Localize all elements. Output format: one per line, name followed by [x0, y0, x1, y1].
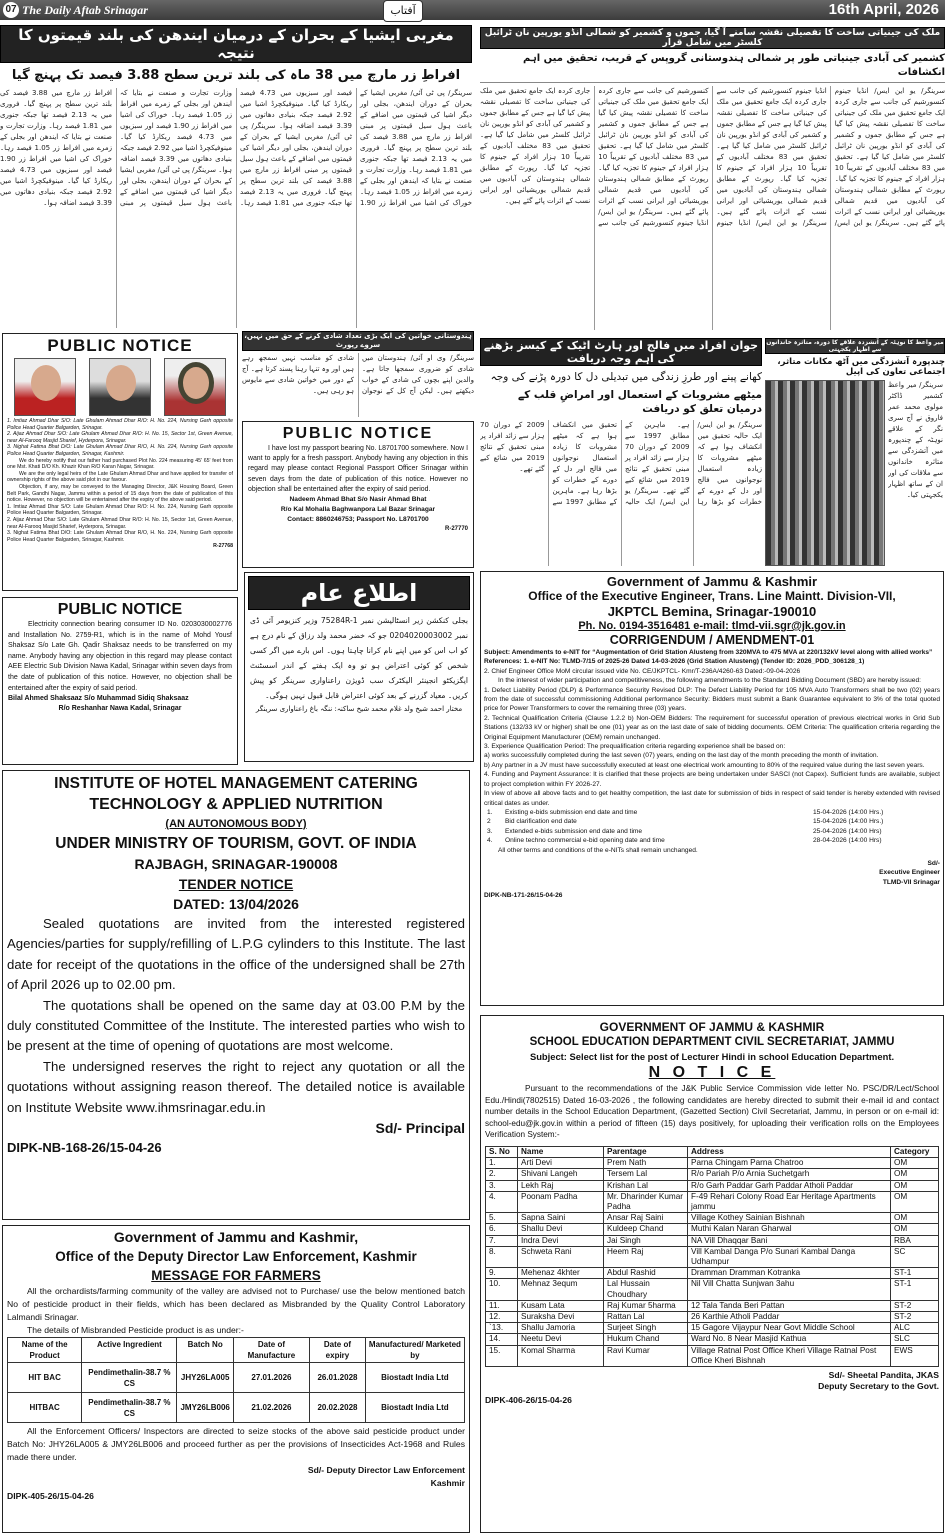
pesticide-table — [7, 1337, 465, 1423]
table-row — [486, 1180, 939, 1191]
article-genetics — [480, 27, 945, 330]
article-women-survey — [242, 331, 474, 417]
date-row — [484, 808, 940, 817]
table-cell: Indra Devi — [518, 1235, 604, 1246]
table-cell: Shivani Langeh — [518, 1169, 604, 1180]
page-number: 07 — [3, 2, 19, 18]
paragraph: The quotations shall be opened on the same day at 03.00 P.M by the duly constituted Committee of the Institute. The interested parties who wish to be present at the time of opening of quotations are most welcome. — [7, 997, 465, 1054]
amendment-list — [484, 686, 940, 808]
table-cell: Village Kothey Sainian Bishnah — [688, 1213, 891, 1224]
person-photo — [89, 358, 151, 416]
date-cell: 1. — [487, 808, 493, 816]
notice-title: MESSAGE FOR FARMERS — [151, 1268, 321, 1283]
column-header: Batch No — [177, 1338, 233, 1363]
notice-body: Electricity connection bearing consumer ID No. 0203030002776 and Installation No. 2759-R1, which is in the name of Mohd Yousf Shaksaz S/o Late Gh. Qadir Shaksaz needs to be transferred on my name. Anybody having any objection in this regard may please contact AEE Electric Sub Division Nawa Kadal, Srinagar within seven days from the date of publication of this notice. However, no objection shall be entertained after the expiry of said period. — [8, 621, 232, 692]
notice-body: Pursuant to the recommendations of the J&K Public Service Commission vide letter No. PSC/DR/Lect/School Edu./Hindi(7802515) Dated 16-03-2026 , the following candidates are hereby directed to submit their e-mail id and contact number details in the School Education Department, (Gazetted Section) Civil Secretariat, Jammu, in person or on e-mail id: school-edu@jk.gov.in within a period of fifteen (15) days positively, for uploading their verification rolls on the Employees Verification System:- — [485, 1084, 939, 1140]
person-line: 3. Nighat Fatima Bhat D/O: Late Ghulam Ahmad Dhar R/O, H. No. 224, Nursing Garh opposite Police Head Quarter Balgarden, Srinagar, Kashmir. — [7, 444, 233, 457]
paragraph: We do hereby notify that our father had purchased Plot No. 224 measuring 45' 65' feet from one Mst. Khati D/O Kh. Khazir Khan R/O Karan Nagar, Srinagar. — [7, 457, 233, 471]
date-row — [484, 836, 940, 845]
date-cell: 2 — [487, 818, 491, 826]
subject: Subject: Amendments to e-NIT for “Augmentation of Grid Station Alusteng from 320MVA to 475 MVA at 220/132kV level along with allied works” — [484, 649, 933, 656]
table-cell: Dramman Dramman Kotranka — [688, 1268, 891, 1279]
ad-ref: DIPK-NB-168-26/15-04-26 — [7, 1140, 162, 1156]
amendment-item: a) works successfully completed during the last seven (07) years, ending on the last day of the month preceding the month of invitation. — [484, 752, 879, 760]
date-cell: Bid clarification end date — [505, 818, 577, 826]
table-cell: Arti Devi — [518, 1158, 604, 1169]
table-cell: OM — [891, 1191, 939, 1212]
signatory-address: R/o Reshanhar Nawa Kadal, Srinagar — [58, 705, 182, 713]
table-cell: Prem Nath — [604, 1158, 688, 1169]
signatory-contact: Contact: 8860246753; Passport No. L8701700 — [287, 516, 429, 524]
table-cell: HIT BAC — [8, 1363, 82, 1393]
table-cell: Poonam Padha — [518, 1191, 604, 1212]
ad-ref: DIPK-406-26/15-04-26 — [485, 1395, 572, 1406]
table-row — [8, 1363, 465, 1393]
table-row — [486, 1158, 939, 1169]
subheadline: کشمیر کی آبادی جینیاتی طور پر شمالی ہندوستانی گروپس کے قریب، تحقیق میں اہم انکشافات — [480, 52, 945, 83]
amendment-item: 1. Defect Liability Period (DLP) & Performance Security Revised DLP: The Defect Liability Period for 105 MVA Auto Transformers shall be two (02) years from the date of successful commissioning Additional performance Security: Bidders must submit a Bank Guarantee equivalent to 3% of the total quoted price for Power Transformers to cover the remaining three (03) years. — [484, 686, 940, 713]
table-row — [486, 1246, 939, 1267]
table-cell: 21.02.2026 — [233, 1393, 309, 1423]
dept-line: GOVERNMENT OF JAMMU & KASHMIR — [599, 1020, 825, 1034]
notice-title: PUBLIC NOTICE — [282, 425, 434, 442]
table-row — [486, 1279, 939, 1300]
news-photo-crowd — [765, 380, 885, 566]
table-cell: 10. — [486, 1279, 518, 1300]
table-cell: Hukum Chand — [604, 1334, 688, 1345]
office-line: SCHOOL EDUCATION DEPARTMENT CIVIL SECRETARIAT, JAMMU — [529, 1036, 895, 1048]
table-cell: 15 Gagore Vijaypur Near Govt Middle School — [688, 1323, 891, 1334]
office-line: Office of the Executive Engineer, Trans. Line Maintt. Division-VII, — [528, 589, 896, 603]
column-header: Date of expiry — [310, 1338, 366, 1363]
public-notice-electricity — [2, 597, 238, 765]
notice-title: PUBLIC NOTICE — [47, 336, 193, 355]
institute-name: INSTITUTE OF HOTEL MANAGEMENT CATERING — [54, 775, 418, 792]
table-row — [486, 1191, 939, 1212]
table-row — [486, 1312, 939, 1323]
table-cell: Ansar Raj Saini — [604, 1213, 688, 1224]
article-inflation — [0, 25, 472, 328]
body-text: سرینگر/ یو این ایس/ انڈیا جینوم کنسورشیم کی جانب سے جاری کردہ ایک جامع تحقیق میں ملک کی جینیاتی ساخت کا تفصیلی نقشہ پیش کیا گیا ہے جس کے مطابق جموں و کشمیر کی آبادی کو انڈو یورپین نان ٹرائبل کلسٹر میں شامل کیا گیا ہے۔ تحقیق میں 83 مختلف آبادیوں کے تقریباً 10 ہزار افراد کے جینوم کا تجزیہ کیا گیا۔ رپورٹ کے مطابق شمالی ہندوستان کی آبادیوں میں قدیم شمالی یوریشیائی اور ایرانی نسب کے اثرات پائے گئے ہیں۔ — [834, 87, 945, 227]
paragraph: Objection, if any, may be conveyed to the Managing Director, J&K Housing Board, Green Belt Park, Gandhi Nagar, Jammu within a period of 15 days from the date of publication of this notice. However, no objection will be entertained after the expiry of the above said period. — [7, 483, 233, 504]
table-cell: RBA — [891, 1235, 939, 1246]
table-cell: Schweta Rani — [518, 1246, 604, 1267]
table-cell: 26 Karthie Atholi Paddar — [688, 1312, 891, 1323]
issue-date: 16th April, 2026 — [828, 1, 939, 18]
table-row — [486, 1169, 939, 1180]
table-cell: `13. — [486, 1323, 518, 1334]
table-cell: Mehenaz 4khter — [518, 1268, 604, 1279]
person-photo — [14, 358, 76, 416]
public-notice-passport — [242, 421, 474, 568]
references: References: 1. e-NIT No: TLMD-7/15 of 2025-26 Dated 14-03-2026 (Grid Station Alusteng) (Tender ID: 2026_PDD_306128_1) — [484, 658, 865, 666]
table-cell: OM — [891, 1169, 939, 1180]
amendment-item: 3. Experience Qualification Period: The prequalification criteria regarding experience shall be based on: — [484, 743, 786, 751]
article-health — [480, 338, 762, 566]
table-cell: Lekh Raj — [518, 1180, 604, 1191]
table-cell: Lal Hussain Choudhary — [604, 1279, 688, 1300]
table-cell: JMY26LB006 — [177, 1393, 233, 1423]
table-cell: 6. — [486, 1224, 518, 1235]
subheadline: میٹھے مشروبات کے استعمال اور امراضِ قلب کے درمیان تعلق کو دریافت — [518, 389, 762, 415]
column-header: Address — [688, 1146, 891, 1157]
table-cell: SLC — [891, 1334, 939, 1345]
table-cell: 9. — [486, 1268, 518, 1279]
date-row — [484, 817, 940, 826]
article-body — [0, 88, 472, 328]
table-row — [486, 1213, 939, 1224]
person-line: 3. Nighat Fatima Bhat D/O: Late Ghulam Ahmad Dhar R/O, H. No. 224, Nursing Garh opposite Police Head Quarter Balgarden, Srinagar, Kashmir. — [7, 530, 233, 543]
table-cell: EWS — [891, 1345, 939, 1366]
table-cell: 12 Tala Tanda Beri Pattan — [688, 1300, 891, 1311]
header-row — [8, 1338, 465, 1363]
table-cell: ST-1 — [891, 1279, 939, 1300]
school-education-notice — [480, 1015, 944, 1533]
table-cell: Suraksha Devi — [518, 1312, 604, 1323]
notice-title: اطلاع عام — [248, 576, 470, 610]
table-cell: HITBAC — [8, 1393, 82, 1423]
table-cell: Shallu Jamoria — [518, 1323, 604, 1334]
sign-line: Executive Engineer — [879, 869, 940, 877]
candidates-table — [485, 1146, 939, 1367]
table-cell: R/o Garh Paddar Garh Paddar Atholi Paddar — [688, 1180, 891, 1191]
article-fire — [765, 338, 945, 566]
date-cell: 3. — [487, 827, 493, 835]
table-cell: ST-2 — [891, 1312, 939, 1323]
amendment-item: 4. Funding and Payment Assurance: It is clarified that these projects are being undertaken under SASCI (not Capex). Sufficient funds are available, subject to project completion within FY 2026-27. — [484, 771, 940, 788]
table-cell: Surjeet Singh — [604, 1323, 688, 1334]
article-body — [888, 380, 943, 566]
reference-2: 2. Chief Engineer Office MoM circular issued vide No. CE/JKPTCL- Kmr/T-236A/4260-63 Dated:-09-04-2026 — [484, 667, 801, 675]
article-body — [480, 420, 762, 566]
paragraph: Sealed quotations are invited from the interested registered Agencies/parties for supply/refilling of L.P.G cylinders to this Institute. The last date for receipt of the quotations in the office of the undersigned shall be 27th of April 2026 up to 02.00 pm. — [7, 916, 465, 993]
table-cell: Abdul Rashid — [604, 1268, 688, 1279]
date-cell: 4. — [487, 837, 493, 845]
table-cell: Kusam Lata — [518, 1300, 604, 1311]
autonomous-body: (AN AUTONOMOUS BODY) — [165, 818, 307, 830]
table-row — [8, 1393, 465, 1423]
notice-body — [7, 418, 233, 550]
ad-ref: R-27768 — [213, 543, 233, 550]
table-cell: 4. — [486, 1191, 518, 1212]
intro: In the interest of wider participation and competitiveness, the following amendments to the Standard Bidding Document (SBD) are hereby issued: — [498, 677, 921, 685]
date-cell: Extended e-bids submission end date and time — [505, 827, 643, 835]
table-cell: Ward No. 8 Near Masjid Kathua — [688, 1334, 891, 1345]
table-cell: SC — [891, 1246, 939, 1267]
body-text: سرینگر/ پی ٹی آئی/ مغربی ایشیا کے بحران کے دوران ایندھن، بجلی اور دیگر اشیا کی قیمتوں میں اضافے کے باعث ہول سیل قیمتوں پر مبنی افراط زر مارچ میں 3.88 فیصد کی بلند ترین سطح پر پہنچ گیا۔ فروری میں یہ 2.13 فیصد تھا جبکہ جنوری میں 1.81 فیصد رہا۔ وزارت تجارت و صنعت نے بتایا کہ ایندھن اور بجلی کے زمرے میں افراط زر 1.05 فیصد رہا۔ خوراک کی اشیا میں افراط زر 1.90 فیصد اور سبزیوں میں 4.73 فیصد ریکارڈ کیا گیا۔ مینوفیکچرڈ اشیا میں 2.92 فیصد جبکہ بنیادی دھاتوں میں 3.39 فیصد اضافہ ہوا۔ — [240, 89, 472, 207]
table-row — [486, 1300, 939, 1311]
dept-line: Government of Jammu & Kashmir — [606, 574, 818, 589]
subject: Subject: Select list for the post of Lecturer Hindi in school Education Department. — [529, 1051, 895, 1062]
subheadline: افراطِ زر مارچ میں 38 ماہ کی بلند ترین سطح 3.88 فیصد تک پہنچ گیا — [11, 68, 461, 83]
paragraph: We are the only legal heirs of the Late Ghulam Ahmad Dhar and have applied for transfer of ownership rights of the above said plot in our favour. — [7, 470, 233, 484]
article-body — [242, 353, 474, 417]
table-cell: Kuldeep Chand — [604, 1224, 688, 1235]
notice-body: I have lost my passport bearing No. L8701700 somewhere. Now I want to apply for a fresh passport. Anybody having any objection in this regard may please contact Regional Passport Officer Srinagar within seven days from the date of publication of this notice. However no objection shall be entertained after the expiry of said period. — [248, 445, 468, 493]
table-cell: Mehnaz 3equm — [518, 1279, 604, 1300]
table-row — [486, 1334, 939, 1345]
ministry: UNDER MINISTRY OF TOURISM, GOVT. OF INDIA — [55, 835, 417, 852]
body-text: سرینگر/ یو این ایس/ ایک حالیہ تحقیق میں انکشاف ہوا ہے کہ میٹھے مشروبات کا زیادہ استعمال نوجوانوں میں فالج اور دل کے دورے کے خطرات کو بڑھا رہا ہے۔ ماہرین کے مطابق 1997 سے 2009 کے دوران 70 ہزار سے زائد افراد پر مبنی تحقیق کے نتائج 2019 میں شائع کیے گئے تھے۔ — [625, 421, 762, 506]
headline: ملک کی جینیاتی ساخت کا تفصیلی نقشہ سامنے آ گیا، جموں و کشمیر کو شمالی انڈو یورپین نان ٹرائبل کلسٹر میں شامل قرار — [480, 27, 945, 49]
closing: All other terms and conditions of the e-NITs shall remain unchanged. — [498, 846, 698, 854]
headline: چندپورہ آتشزدگی میں آٹھ مکانات متاثر، اجتماعی تعاون کی اپیل — [777, 357, 945, 377]
sign-line: TLMD-VII Srinagar — [882, 878, 940, 886]
table-cell: Parna Chingam Parna Chatroo — [688, 1158, 891, 1169]
amendment-item: b) Any partner in a JV must have successfully executed at least one electrical work amounting to 80% of the required value during the last seven years. — [484, 761, 925, 769]
notice-title: CORRIGENDUM / AMENDMENT-01 — [609, 633, 815, 647]
table-row — [486, 1323, 939, 1334]
revised-dates — [484, 808, 940, 846]
paragraph: The undersigned reserves the right to reject any quotation or all the quotations without assigning reason thereof. The detailed notice is available on Institute Website www.ihmsrinagar.edu.in — [7, 1058, 465, 1115]
signatory: Nadeem Ahmad Bhat S/o Nasir Ahmad Bhat — [289, 496, 427, 504]
table-cell: 2. — [486, 1169, 518, 1180]
signature — [7, 1464, 465, 1490]
table-cell: 8. — [486, 1246, 518, 1267]
sign-line: Sd/- Sheetal Pandita, JKAS — [828, 1370, 939, 1381]
address: RAJBAGH, SRINAGAR-190008 — [134, 856, 338, 872]
person-line: 2. Aijaz Ahmad Dhar S/O: Late Ghulam Ahmad Dhar R/O: H. No. 15, Sector 1st, Green Avenue, near Al-Farooq Masjid Sharief, Hyderpora, Srinagar. — [7, 516, 233, 530]
headline: ہندوستانی خواتین کی ایک بڑی تعداد شادی کرنے کے حق میں نہیں، سروے رپورٹ — [242, 331, 474, 351]
date-cell: Existing e-bids submission end date and time — [505, 808, 638, 816]
paragraph: All the orchardists/farming community of the valley are advised not to Purchase/ use the below mentioned batch No of pesticide product in their fields, which has been declared as Misbranded by the Quality Control Laboratory Lalmandi Srinagar. — [7, 1286, 465, 1322]
table-cell: Biostadt India Ltd — [365, 1363, 464, 1393]
paragraph: The details of Misbranded Pesticide product is as under:- — [27, 1325, 244, 1335]
table-cell: 7. — [486, 1235, 518, 1246]
table-cell: 27.01.2026 — [233, 1363, 309, 1393]
date-cell: 25-04-2026 (14:00 Hrs) — [813, 827, 882, 835]
headline: مغربی ایشیا کے بحران کے درمیان ایندھن کی بلند قیمتوں کا نتیجہ — [0, 25, 472, 63]
table-cell: R/o Pariah P/o Arnia Suchetgarh — [688, 1169, 891, 1180]
column-header: Name of the Product — [8, 1338, 82, 1363]
column-header: Parentage — [604, 1146, 688, 1157]
sign-line: Kashmir — [430, 1478, 465, 1488]
signatory-address: R/o Kal Mohalla Baghwanpora Lal Bazar Srinagar — [280, 506, 436, 514]
person-line: 2. Aijaz Ahmad Dhar S/O: Late Ghulam Ahmad Dhar R/O: H. No. 15, Sector 1st, Green Avenue, near Al-Farooq Masjid Sharief, Hyderpora, Srinagar. — [7, 431, 233, 444]
person-line: 1. Imtiaz Ahmad Dhar S/O: Late Ghulam Ahmad Dhar R/O: H. No. 224, Nursing Garh opposite Police Head Quarter Balgarden, Srinagar. — [7, 418, 233, 431]
kicker: میر واعظ کا نوہٹہ کے آتشزدہ علاقے کا دورہ، متاثرہ خاندانوں سے اظہار یکجہتی — [766, 339, 944, 353]
notice-title: N O T I C E — [648, 1064, 776, 1081]
headline: جوان افراد میں فالج اور ہارٹ اٹیک کے کیسز بڑھنے کی اہم وجہ دریافت — [480, 338, 762, 366]
dept-line: Government of Jammu and Kashmir, — [113, 1229, 359, 1245]
table-cell: Mr. Dharinder Kumar Padha — [604, 1191, 688, 1212]
table-cell: Ravi Kumar — [604, 1345, 688, 1366]
ad-ref: R-27770 — [444, 526, 468, 533]
table-cell: 15. — [486, 1345, 518, 1366]
ad-ref: DIPK-405-26/15-04-26 — [7, 1491, 94, 1501]
table-cell: OM — [891, 1224, 939, 1235]
header-row — [486, 1146, 939, 1157]
notice-title: PUBLIC NOTICE — [57, 601, 183, 618]
date-cell: 15-04-2026 (14:00 Hrs.) — [813, 818, 884, 826]
table-cell: Komal Sharma — [518, 1345, 604, 1366]
signature — [485, 1370, 939, 1392]
body-text: سرینگر/ میر واعظ کشمیر ڈاکٹر مولوی محمد عمر فاروق نے آج سری نگر کے علاقے نوہٹہ کے چندپورہ میں آتشزدگی سے متاثرہ خاندانوں سے ملاقات کی اور ان کے ساتھ اظہار یکجہتی کیا۔ — [888, 381, 943, 499]
table-cell: Sapna Saini — [518, 1213, 604, 1224]
table-cell: OM — [891, 1158, 939, 1169]
body-text: سرینگر/ وی او آئی/ ہندوستان میں شادی کو ضروری سمجھا جاتا ہے۔ والدین اپنے بچوں کی شادی کے خواب دیکھتے ہیں۔ لیکن آج کل کے نوجوان شادی کو مناسب نہیں سمجھ رہے ہیں اور وہ تنہا رہنا پسند کرتا ہے۔ آج کے دور میں خواتین شادی سے مایوس ہو رہی ہیں۔ — [242, 354, 474, 395]
table-cell: Village Ratnal Post Office Kheri Village Ratnal Post Office Kheri Bishnah — [688, 1345, 891, 1366]
table-cell: Neetu Devi — [518, 1334, 604, 1345]
table-cell: 1. — [486, 1158, 518, 1169]
table-cell: 20.02.2028 — [310, 1393, 366, 1423]
table-cell: Pendimethalin-38.7 % CS — [82, 1393, 177, 1423]
signatory: مختار احمد شیخ ولد غلام محمد شیخ ساکنہ: ننگہ باغ راعناواری سرینگر — [255, 705, 463, 713]
table-cell: OM — [891, 1213, 939, 1224]
column-header: Category — [891, 1146, 939, 1157]
table-cell: ST-1 — [891, 1268, 939, 1279]
sign-line: Sd/- Deputy Director Law Enforcement — [307, 1465, 465, 1475]
table-cell: Tersem Lal — [604, 1169, 688, 1180]
tender-notice-ihm — [2, 770, 470, 1220]
table-cell: Nil Vill Chatta Sunjwan 3ahu — [688, 1279, 891, 1300]
signatory: Bilal Ahmed Shaksaaz S/o Muhammad Sidiq Shaksaaz — [8, 695, 189, 703]
person-line: 1. Imtiaz Ahmad Dhar S/O: Late Ghulam Ahmad Dhar R/O: H. No. 224, Nursing Garh opposite Police Head Quarter Balgarden, Srinagar. — [7, 503, 233, 517]
table-cell: 11. — [486, 1300, 518, 1311]
column-header: Name — [518, 1146, 604, 1157]
article-body — [480, 86, 945, 330]
date-row — [484, 827, 940, 836]
table-cell: Biostadt India Ltd — [365, 1393, 464, 1423]
message-for-farmers — [2, 1225, 470, 1533]
body-text: سرینگر/ پی ٹی آئی/ مغربی ایشیا کے بحران کے دوران ایندھن، بجلی اور دیگر اشیا کی قیمتوں میں اضافے کے باعث ہول سیل قیمتوں پر مبنی افراط زر مارچ میں 3.88 فیصد کی بلند ترین سطح پر پہنچ گیا۔ فروری میں یہ 2.13 فیصد تھا جبکہ جنوری میں 1.81 فیصد رہا۔ وزارت تجارت و صنعت نے بتایا کہ ایندھن اور بجلی کے زمرے میں افراط زر 1.05 فیصد رہا۔ خوراک کی اشیا میں افراط زر 1.90 فیصد اور سبزیوں میں 4.73 فیصد ریکارڈ کیا گیا۔ مینوفیکچرڈ اشیا میں 2.92 فیصد جبکہ بنیادی دھاتوں میں 3.39 فیصد اضافہ ہوا۔ — [0, 89, 232, 207]
table-cell: OM — [891, 1180, 939, 1191]
table-cell: Vill Kambal Danga P/o Sunari Kambal Danga Udhampur — [688, 1246, 891, 1267]
table-cell: Krishan Lal — [604, 1180, 688, 1191]
sign-line: Sd/- — [927, 859, 940, 867]
table-cell: Muthi Kalan Naran Gharwal — [688, 1224, 891, 1235]
table-row — [486, 1235, 939, 1246]
photos — [7, 358, 233, 416]
date-cell: 28-04-2026 (14:00 Hrs) — [813, 837, 882, 845]
table-cell: Heem Raj — [604, 1246, 688, 1267]
body-text: سرینگر/ یو این ایس/ انڈیا جینوم کنسورشیم کی جانب سے جاری کردہ ایک جامع تحقیق میں ملک کی جینیاتی ساخت کا تفصیلی نقشہ پیش کیا گیا ہے جس کے مطابق جموں و کشمیر کی آبادی کو انڈو یورپین نان ٹرائبل کلسٹر میں شامل کیا گیا ہے۔ تحقیق میں 83 مختلف آبادیوں کے تقریباً 10 ہزار افراد کے جینوم کا تجزیہ کیا گیا۔ رپورٹ کے مطابق شمالی ہندوستان کی آبادیوں میں قدیم شمالی یوریشیائی اور ایرانی نسب کے اثرات پائے گئے ہیں۔ — [480, 87, 709, 227]
date-cell: Online techno commercial e-bid opening date and time — [505, 837, 665, 845]
table-cell: ST-2 — [891, 1300, 939, 1311]
paragraph: All the Enforcement Officers/ Inspectors are directed to seize stocks of the above said pesticide product under Batch No: JHY26LA005 & JMY26LB006 and proceed further as per the provisions of Insecticides Act-1968 and Rules made there under. — [7, 1426, 465, 1462]
public-notice-urdu — [244, 572, 474, 762]
table-cell: Shallu Devi — [518, 1224, 604, 1235]
table-cell: 12. — [486, 1312, 518, 1323]
table-cell: 26.01.2028 — [310, 1363, 366, 1393]
table-cell: Raj Kumar 5harma — [604, 1300, 688, 1311]
sign-line: Deputy Secretary to the Govt. — [818, 1381, 939, 1392]
body-text: سرینگر/ پی ٹی آئی/ مغربی ایشیا کے بحران کے دوران ایندھن، بجلی اور دیگر اشیا کی قیمتوں میں اضافے کے باعث ہول سیل قیمتوں پر مبنی افراط زر مارچ میں 3.88 فیصد کی بلند ترین سطح پر پہنچ گیا۔ فروری میں یہ 2.13 فیصد تھا جبکہ جنوری میں 1.81 فیصد رہا۔ وزارت تجارت و صنعت نے بتایا کہ ایندھن اور بجلی کے زمرے میں افراط زر 1.05 فیصد رہا۔ خوراک کی اشیا میں افراط زر 1.90 فیصد اور سبزیوں میں 4.73 فیصد ریکارڈ کیا گیا۔ مینوفیکچرڈ اشیا میں 2.92 فیصد جبکہ بنیادی دھاتوں میں 3.39 فیصد اضافہ ہوا۔ — [120, 89, 352, 207]
ad-ref: DIPK-NB-171-26/15-04-26 — [484, 892, 563, 900]
table-row — [486, 1224, 939, 1235]
body-text: سرینگر/ یو این ایس/ انڈیا جینوم کنسورشیم کی جانب سے جاری کردہ ایک جامع تحقیق میں ملک کی جینیاتی ساخت کا تفصیلی نقشہ پیش کیا گیا ہے جس کے مطابق جموں و کشمیر کی آبادی کو انڈو یورپین نان ٹرائبل کلسٹر میں شامل کیا گیا ہے۔ تحقیق میں 83 مختلف آبادیوں کے تقریباً 10 ہزار افراد کے جینوم کا تجزیہ کیا گیا۔ رپورٹ کے مطابق شمالی ہندوستان کی آبادیوں میں قدیم شمالی یوریشیائی اور ایرانی نسب کے اثرات پائے گئے ہیں۔ — [716, 87, 900, 227]
table-cell: Rattan Lal — [604, 1312, 688, 1323]
amendment-item: 2. Technical Qualification Criteria (Clause 1.2.2 b) Non-OEM Bidders: The requirement for successful operation of previous electrical works in Grid Sub Stations (132/33 kV or higher) shall be one (01) year as on the last date of sale of bidding documents. OEM Criteria: The qualification criteria regarding the Original Equipment Manufacturer (OEM) remain unchanged. — [484, 714, 940, 741]
column-header: Date of Manufacture — [233, 1338, 309, 1363]
table-cell: JHY26LA005 — [177, 1363, 233, 1393]
amendment-item: In view of above all above facts and to get healthy competition, the last date for submission of bids in respect of said tender is hereby extended with revised critical dates as under. — [484, 790, 940, 807]
newspaper-logo: آفتاب — [383, 0, 423, 22]
column-header: Active Ingredient — [82, 1338, 177, 1363]
table-row — [486, 1345, 939, 1366]
body-text: سرینگر/ یو این ایس/ انڈیا جینوم کنسورشیم کی جانب سے جاری کردہ ایک جامع تحقیق میں ملک کی جینیاتی ساخت کا تفصیلی نقشہ پیش کیا گیا ہے جس کے مطابق جموں و کشمیر کی آبادی کو انڈو یورپین نان ٹرائبل کلسٹر میں شامل کیا گیا ہے۔ تحقیق میں 83 مختلف آبادیوں کے تقریباً 10 ہزار افراد کے جینوم کا تجزیہ کیا گیا۔ رپورٹ کے مطابق شمالی ہندوستان کی آبادیوں میں قدیم شمالی یوریشیائی اور ایرانی نسب کے اثرات پائے گئے ہیں۔ — [598, 87, 827, 227]
table-cell: Pendimethalin-38.7 % CS — [82, 1363, 177, 1393]
public-notice-heirs — [2, 333, 238, 591]
notice-date: DATED: 13/04/2026 — [173, 896, 299, 912]
signature — [484, 859, 940, 887]
signature: Sd/- Principal — [375, 1120, 465, 1137]
table-cell: ALC — [891, 1323, 939, 1334]
paper-name: The Daily Aftab Srinagar — [22, 3, 148, 17]
table-cell: F-49 Rehari Colony Road Ear Heritage Apartments jammu — [688, 1191, 891, 1212]
date-cell: 15-04-2026 (14:00 Hrs.) — [813, 808, 884, 816]
institute-name-2: TECHNOLOGY & APPLIED NUTRITION — [89, 796, 383, 813]
body-text: سرینگر/ یو این ایس/ ایک حالیہ تحقیق میں انکشاف ہوا ہے کہ میٹھے مشروبات کا زیادہ استعمال نوجوانوں میں فالج اور دل کے دورے کے خطرات کو بڑھا رہا ہے۔ ماہرین کے مطابق 1997 سے 2009 کے دوران 70 ہزار سے زائد افراد پر مبنی تحقیق کے نتائج 2019 میں شائع کیے گئے تھے۔ — [480, 421, 690, 506]
table-cell: Jai Singh — [604, 1235, 688, 1246]
table-cell: NA Vill Dhaqqar Bani — [688, 1235, 891, 1246]
column-header: Manufactured/ Marketed by — [365, 1338, 464, 1363]
table-cell: 3. — [486, 1180, 518, 1191]
contact-line: Ph. No. 0194-3516481 e-mail: tlmd-vii.sgr@jk.gov.in — [578, 620, 846, 632]
person-photo — [164, 358, 226, 416]
address-line: JKPTCL Bemina, Srinagar-190010 — [607, 604, 817, 619]
table-row — [486, 1268, 939, 1279]
notice-body: بجلی کنکشن زیر انسٹالیشن نمبر 75284R-1 وزیر کنزیومر آئی ڈی نمبر 0204020003002 جو کہ خضر محمد ولد رزاق کے نام درج ہے کو اب اس کو میں اپنے نام کرانا چاہتا ہوں۔ اس بارے میں اگر کسی شخص کو کوئی اعتراض ہو تو وہ ایک ہفتے کے اندر اسسٹنٹ ایگزیکٹو انجینئر الیکٹرک سب ڈویژن راعناواری سرینگر کو پیش کریں۔ معیاد گزرنے کے بعد کوئی اعتراض قابل قبول نہیں ہوگی۔ — [250, 616, 469, 700]
column-header: S. No — [486, 1146, 518, 1157]
office-line: Office of the Deputy Director Law Enforcement, Kashmir — [55, 1249, 417, 1264]
notice-title: TENDER NOTICE — [178, 876, 294, 892]
subheadline: کھانے پینے اور طرزِ زندگی میں تبدیلی دل کا دورہ پڑنے کی وجہ — [490, 371, 762, 383]
corrigendum-notice — [480, 571, 944, 1006]
table-cell: 5. — [486, 1213, 518, 1224]
masthead — [0, 0, 945, 20]
table-cell: 14. — [486, 1334, 518, 1345]
